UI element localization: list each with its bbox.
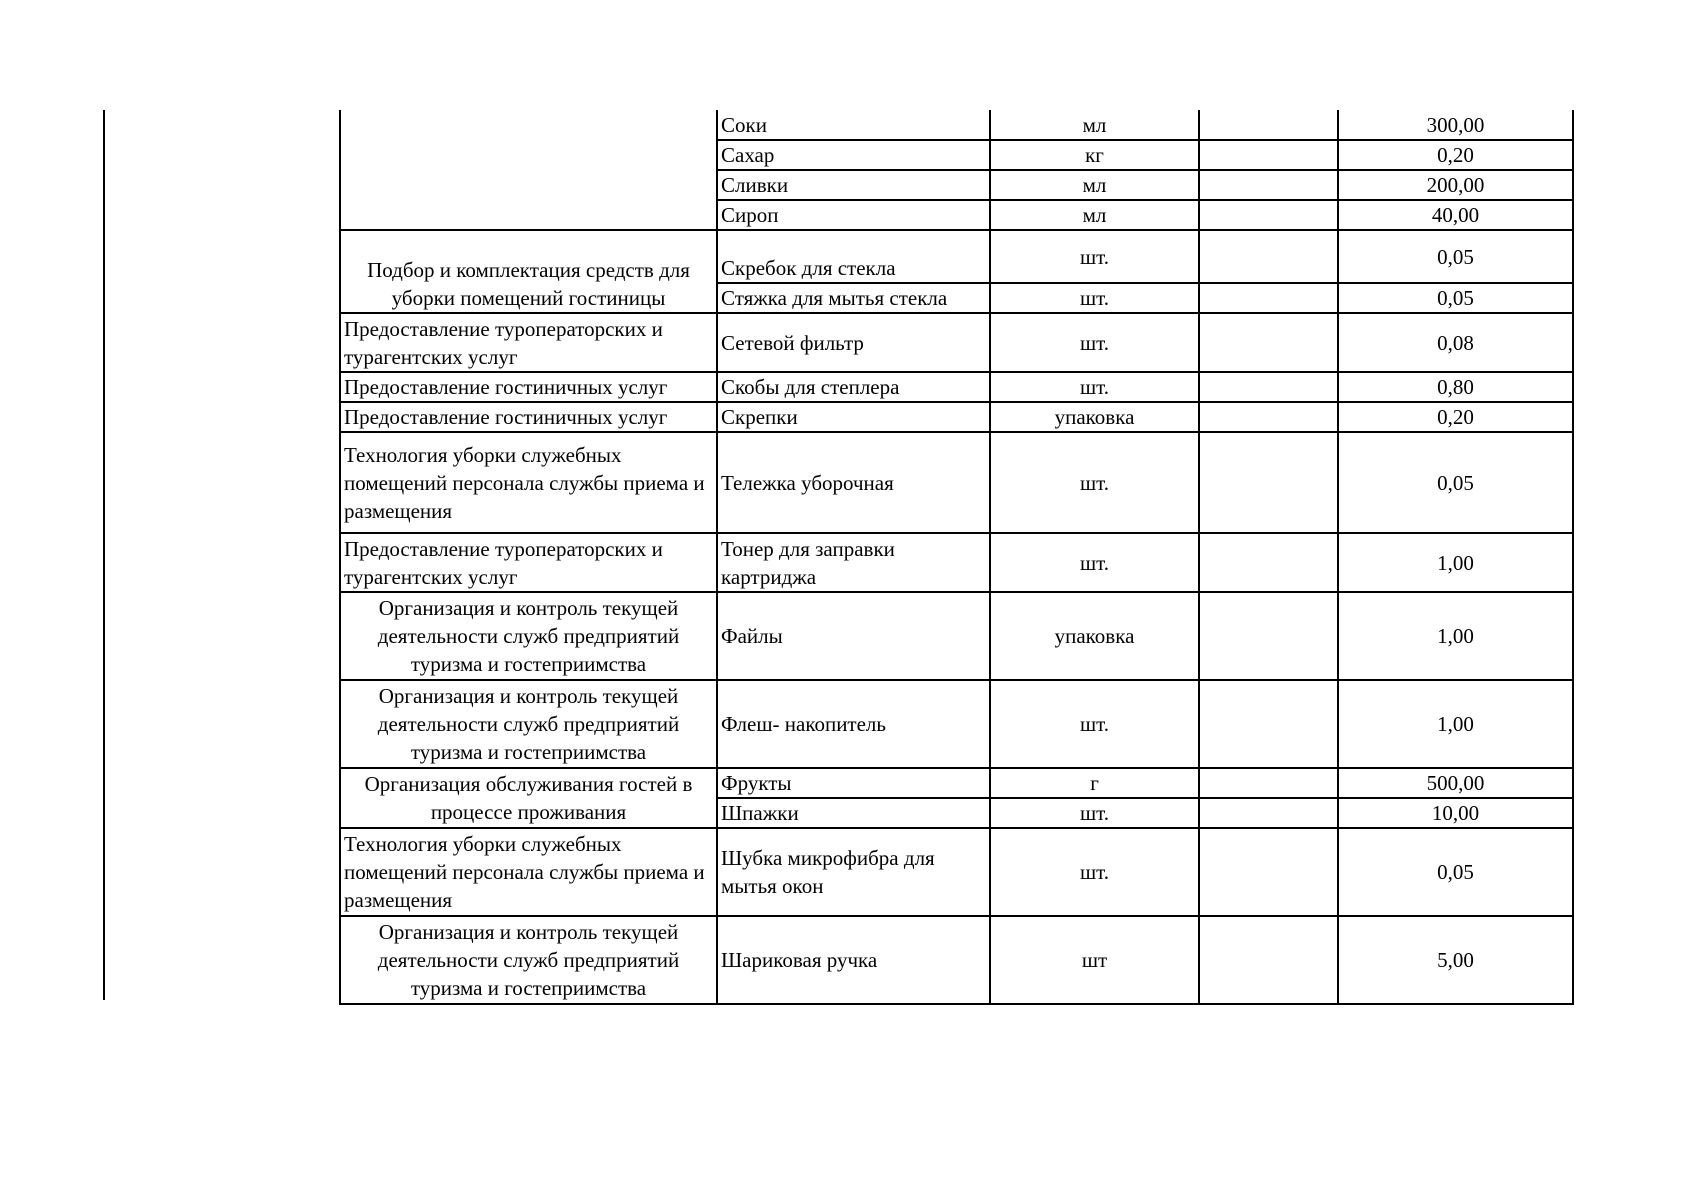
empty-cell bbox=[1199, 402, 1338, 432]
table-row bbox=[340, 402, 1573, 432]
empty-cell bbox=[1199, 110, 1338, 140]
quantity-cell: 0,05 bbox=[1338, 432, 1573, 533]
table-row bbox=[340, 533, 1573, 592]
quantity-cell: 300,00 bbox=[1338, 110, 1573, 140]
activity-cell: Предоставление туроператорских и турагентских услуг bbox=[340, 533, 717, 592]
quantity-cell: 0,20 bbox=[1338, 140, 1573, 170]
item-name-cell: Флеш- накопитель bbox=[717, 680, 990, 768]
item-name-cell: Фрукты bbox=[717, 768, 990, 798]
quantity-cell: 10,00 bbox=[1338, 798, 1573, 828]
empty-cell bbox=[1199, 533, 1338, 592]
quantity-cell: 0,05 bbox=[1338, 283, 1573, 313]
empty-cell bbox=[1199, 916, 1338, 1004]
quantity-cell: 200,00 bbox=[1338, 170, 1573, 200]
table-row bbox=[340, 916, 1573, 1004]
table-row bbox=[340, 592, 1573, 680]
empty-cell bbox=[1199, 140, 1338, 170]
item-name-cell: Скребок для стекла bbox=[717, 230, 990, 283]
empty-cell bbox=[1199, 432, 1338, 533]
unit-cell: шт. bbox=[990, 533, 1199, 592]
activity-cell: Технология уборки служебных помещений персонала службы приема и размещения bbox=[340, 828, 717, 916]
quantity-cell: 500,00 bbox=[1338, 768, 1573, 798]
item-name-cell: Сетевой фильтр bbox=[717, 313, 990, 372]
unit-cell: шт. bbox=[990, 798, 1199, 828]
quantity-cell: 0,80 bbox=[1338, 372, 1573, 402]
activity-cell: Организация и контроль текущей деятельности служб предприятий туризма и гостеприимства bbox=[340, 592, 717, 680]
item-name-cell: Сироп bbox=[717, 200, 990, 230]
table-row bbox=[340, 768, 1573, 798]
item-name-cell: Тележка уборочная bbox=[717, 432, 990, 533]
table-row bbox=[340, 110, 1573, 140]
activity-cell: Организация и контроль текущей деятельности служб предприятий туризма и гостеприимства bbox=[340, 916, 717, 1004]
unit-cell: шт. bbox=[990, 680, 1199, 768]
unit-cell: упаковка bbox=[990, 592, 1199, 680]
item-name-cell: Тонер для заправки картриджа bbox=[717, 533, 990, 592]
empty-cell bbox=[1199, 798, 1338, 828]
table-row bbox=[340, 313, 1573, 372]
quantity-cell: 40,00 bbox=[1338, 200, 1573, 230]
activity-cell: Организация и контроль текущей деятельности служб предприятий туризма и гостеприимства bbox=[340, 680, 717, 768]
unit-cell: шт. bbox=[990, 230, 1199, 283]
activity-cell: Организация обслуживания гостей в процессе проживания bbox=[340, 768, 717, 828]
quantity-cell: 0,05 bbox=[1338, 230, 1573, 283]
activity-cell: Предоставление гостиничных услуг bbox=[340, 372, 717, 402]
unit-cell: мл bbox=[990, 110, 1199, 140]
item-name-cell: Шпажки bbox=[717, 798, 990, 828]
item-name-cell: Сахар bbox=[717, 140, 990, 170]
unit-cell: мл bbox=[990, 170, 1199, 200]
item-name-cell: Файлы bbox=[717, 592, 990, 680]
empty-cell bbox=[1199, 372, 1338, 402]
unit-cell: кг bbox=[990, 140, 1199, 170]
unit-cell: упаковка bbox=[990, 402, 1199, 432]
table-row bbox=[340, 828, 1573, 916]
item-name-cell: Скрепки bbox=[717, 402, 990, 432]
unit-cell: шт. bbox=[990, 283, 1199, 313]
quantity-cell: 0,20 bbox=[1338, 402, 1573, 432]
unit-cell: мл bbox=[990, 200, 1199, 230]
unit-cell: шт. bbox=[990, 828, 1199, 916]
activity-cell bbox=[340, 110, 717, 230]
item-name-cell: Шариковая ручка bbox=[717, 916, 990, 1004]
item-name-cell: Скобы для степлера bbox=[717, 372, 990, 402]
table-row bbox=[340, 432, 1573, 533]
unit-cell: шт. bbox=[990, 372, 1199, 402]
empty-cell bbox=[1199, 200, 1338, 230]
item-name-cell: Сливки bbox=[717, 170, 990, 200]
item-name-cell: Соки bbox=[717, 110, 990, 140]
empty-cell bbox=[1199, 680, 1338, 768]
empty-cell bbox=[1199, 592, 1338, 680]
table-row bbox=[340, 680, 1573, 768]
activity-cell: Предоставление гостиничных услуг bbox=[340, 402, 717, 432]
table-row bbox=[340, 230, 1573, 283]
empty-cell bbox=[1199, 313, 1338, 372]
unit-cell: шт. bbox=[990, 432, 1199, 533]
activity-cell: Предоставление туроператорских и турагентских услуг bbox=[340, 313, 717, 372]
empty-cell bbox=[1199, 283, 1338, 313]
item-name-cell: Шубка микрофибра для мытья окон bbox=[717, 828, 990, 916]
activity-cell: Технология уборки служебных помещений персонала службы приема и размещения bbox=[340, 432, 717, 533]
quantity-cell: 0,08 bbox=[1338, 313, 1573, 372]
materials-table bbox=[339, 110, 1574, 1005]
empty-cell bbox=[1199, 170, 1338, 200]
table-row bbox=[340, 372, 1573, 402]
activity-cell: Подбор и комплектация средств для уборки помещений гостиницы bbox=[340, 230, 717, 313]
unit-cell: шт. bbox=[990, 313, 1199, 372]
left-margin-rule bbox=[103, 110, 105, 1000]
quantity-cell: 0,05 bbox=[1338, 828, 1573, 916]
quantity-cell: 5,00 bbox=[1338, 916, 1573, 1004]
empty-cell bbox=[1199, 828, 1338, 916]
item-name-cell: Стяжка для мытья стекла bbox=[717, 283, 990, 313]
quantity-cell: 1,00 bbox=[1338, 680, 1573, 768]
empty-cell bbox=[1199, 230, 1338, 283]
quantity-cell: 1,00 bbox=[1338, 592, 1573, 680]
unit-cell: г bbox=[990, 768, 1199, 798]
empty-cell bbox=[1199, 768, 1338, 798]
unit-cell: шт bbox=[990, 916, 1199, 1004]
quantity-cell: 1,00 bbox=[1338, 533, 1573, 592]
